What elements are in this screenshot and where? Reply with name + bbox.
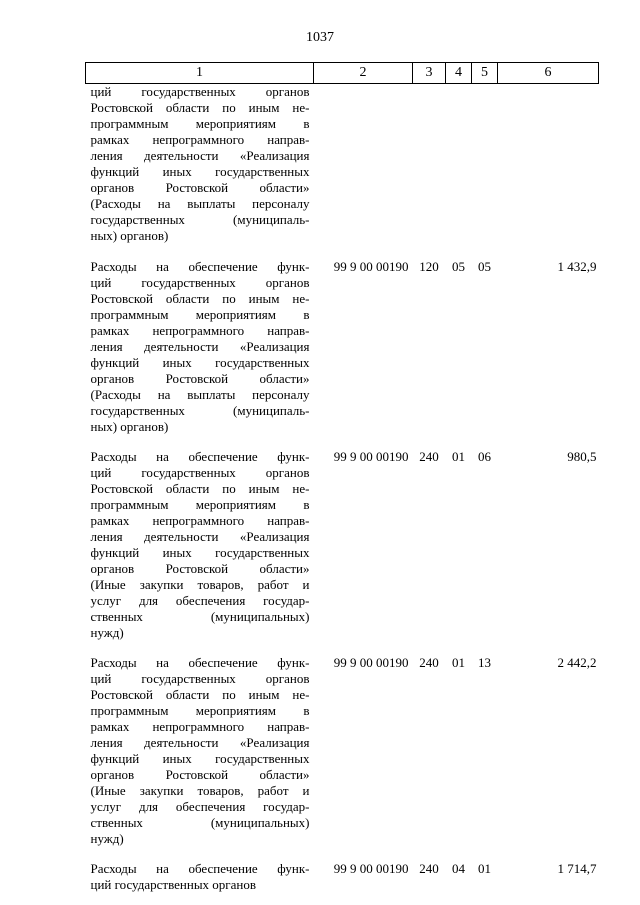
description-line: нужд) — [90, 625, 124, 640]
description-line: (Иные закупки товаров, работ и — [90, 577, 310, 592]
row-target-code: 99 9 00 00190 — [333, 259, 409, 274]
column-header-5: 5 — [472, 63, 498, 84]
description-line: органов Ростовской области» — [90, 767, 310, 782]
description-line: Расходы на обеспечение функ- — [90, 861, 310, 876]
description-line: (Расходы на выплаты персоналу — [90, 196, 310, 211]
row-target-code — [314, 84, 413, 245]
description-line: услуг для обеспечения государ- — [90, 799, 310, 814]
description-line: ных) органов) — [90, 419, 169, 434]
description-line: ных) органов) — [90, 228, 169, 243]
description-line: Расходы на обеспечение функ- — [90, 655, 310, 670]
description-line: органов Ростовской области» — [90, 561, 310, 576]
description-line: функций иных государственных — [90, 355, 310, 370]
description-line: нужд) — [90, 831, 124, 846]
table-row — [86, 435, 599, 641]
row-section: 01 — [452, 655, 465, 670]
row-amount: 1 432,9 — [557, 259, 597, 274]
description-line: программным мероприятиям в — [90, 307, 310, 322]
row-amount — [498, 84, 599, 245]
table-row — [86, 641, 599, 847]
page-number: 1037 — [306, 30, 334, 45]
column-header-4: 4 — [446, 63, 472, 84]
row-section: 04 — [452, 861, 465, 876]
row-expense-type: 240 — [419, 449, 439, 464]
description-line: Ростовской области по иным не- — [90, 687, 310, 702]
description-line: органов Ростовской области» — [90, 180, 310, 195]
row-subsection: 06 — [478, 449, 491, 464]
description-line: (Иные закупки товаров, работ и — [90, 783, 310, 798]
description-line: государственных (муниципаль- — [90, 403, 310, 418]
row-amount: 1 714,7 — [557, 861, 597, 876]
column-header-2: 2 — [314, 63, 413, 84]
description-line: функций иных государственных — [90, 545, 310, 560]
description-line: Ростовской области по иным не- — [90, 291, 310, 306]
description-line: программным мероприятиям в — [90, 116, 310, 131]
description-line: ций государственных органов — [90, 275, 310, 290]
row-subsection: 13 — [478, 655, 491, 670]
description-line: (Расходы на выплаты персоналу — [90, 387, 310, 402]
row-target-code: 99 9 00 00190 — [333, 861, 409, 876]
table-header-row — [86, 63, 599, 84]
description-line: ций государственных органов — [90, 671, 310, 686]
row-expense-type — [413, 84, 446, 245]
description-line: рамках непрограммного направ- — [90, 132, 310, 147]
table-body — [86, 84, 599, 894]
description-line: рамках непрограммного направ- — [90, 323, 310, 338]
description-line: ления деятельности «Реализация — [90, 735, 310, 750]
row-section — [446, 84, 472, 245]
description-line: ций государственных органов — [90, 877, 256, 892]
row-subsection: 01 — [478, 861, 491, 876]
row-section: 01 — [452, 449, 465, 464]
description-line: органов Ростовской области» — [90, 371, 310, 386]
description-line: рамках непрограммного направ- — [90, 513, 310, 528]
row-expense-type: 240 — [419, 655, 439, 670]
row-description — [86, 847, 314, 893]
description-line: программным мероприятиям в — [90, 497, 310, 512]
description-line: услуг для обеспечения государ- — [90, 593, 310, 608]
row-amount: 980,5 — [567, 449, 597, 464]
table-row — [86, 847, 599, 893]
description-line: функций иных государственных — [90, 164, 310, 179]
column-header-1: 1 — [86, 63, 314, 84]
description-line: ственных (муниципальных) — [90, 815, 310, 830]
description-line: ления деятельности «Реализация — [90, 529, 310, 544]
column-header-3: 3 — [413, 63, 446, 84]
description-line: ций государственных органов — [90, 84, 310, 99]
description-line: программным мероприятиям в — [90, 703, 310, 718]
description-line: функций иных государственных — [90, 751, 310, 766]
description-line: ления деятельности «Реализация — [90, 339, 310, 354]
table-row — [86, 244, 599, 435]
description-line: Ростовской области по иным не- — [90, 481, 310, 496]
row-expense-type: 120 — [419, 259, 439, 274]
description-line: ций государственных органов — [90, 465, 310, 480]
description-line: ственных (муниципальных) — [90, 609, 310, 624]
row-amount: 2 442,2 — [557, 655, 597, 670]
description-line: Ростовской области по иным не- — [90, 100, 310, 115]
row-target-code: 99 9 00 00190 — [333, 449, 409, 464]
description-line: государственных (муниципаль- — [90, 212, 310, 227]
row-description — [86, 641, 314, 847]
row-description — [86, 244, 314, 435]
table-row — [86, 84, 599, 245]
description-line: ления деятельности «Реализация — [90, 148, 310, 163]
row-description — [86, 435, 314, 641]
row-expense-type: 240 — [419, 861, 439, 876]
description-line: Расходы на обеспечение функ- — [90, 259, 310, 274]
description-line: рамках непрограммного направ- — [90, 719, 310, 734]
row-subsection — [472, 84, 498, 245]
description-line: Расходы на обеспечение функ- — [90, 449, 310, 464]
row-subsection: 05 — [478, 259, 491, 274]
budget-table — [85, 62, 599, 893]
column-header-6: 6 — [498, 63, 599, 84]
row-target-code: 99 9 00 00190 — [333, 655, 409, 670]
row-description — [86, 84, 314, 245]
row-section: 05 — [452, 259, 465, 274]
